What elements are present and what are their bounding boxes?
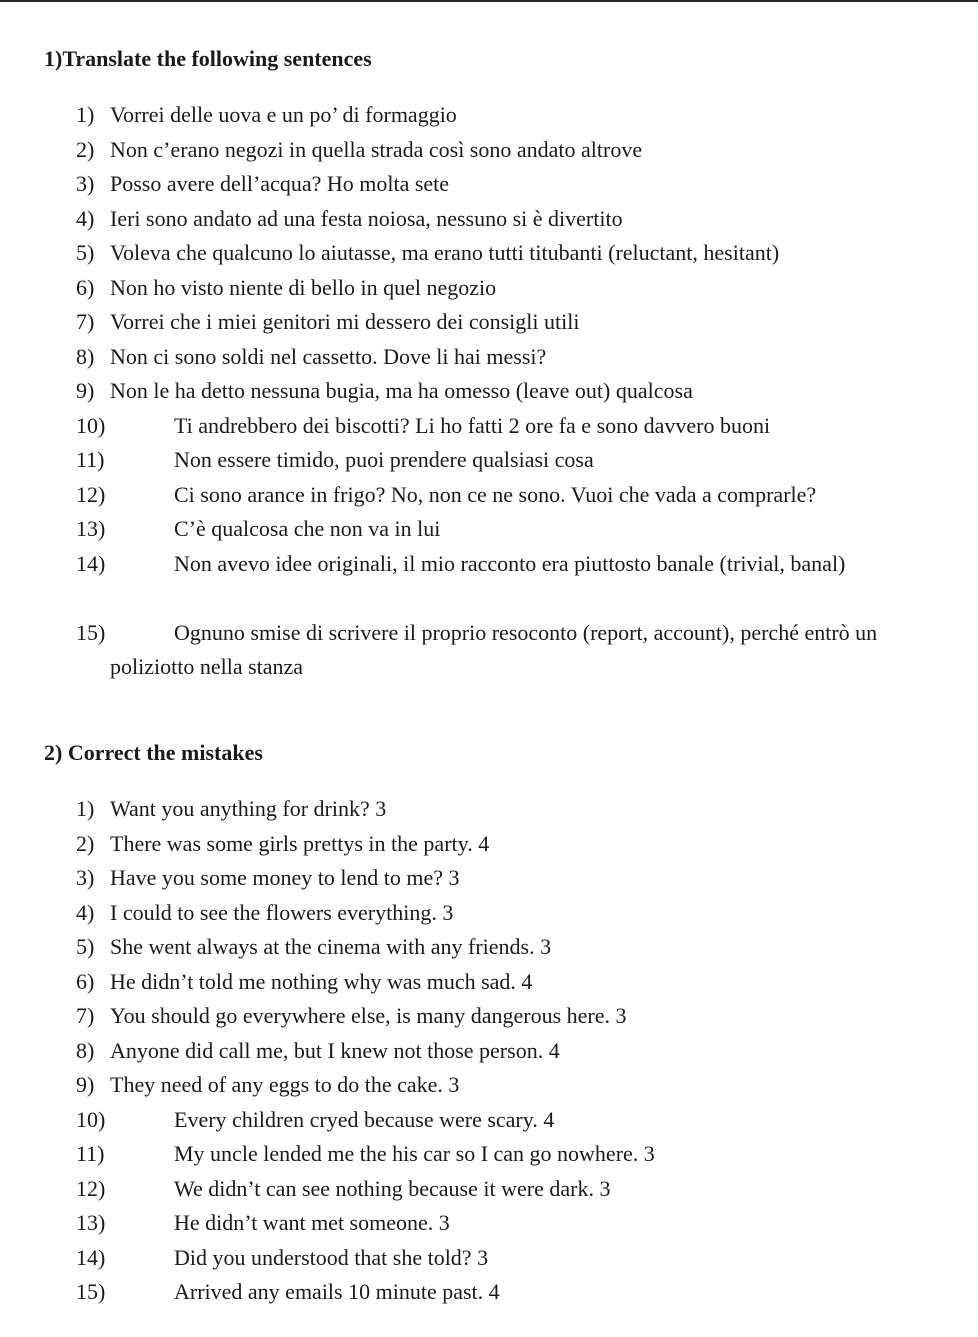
list-item (0, 792, 978, 827)
list-item (0, 374, 978, 409)
item-number: 10) (76, 1106, 106, 1132)
item-number: 3) (76, 171, 95, 196)
item-number: 10) (76, 412, 106, 438)
list-item (0, 616, 978, 685)
item-number: 5) (76, 240, 95, 265)
list-item (0, 896, 978, 931)
item-number: 7) (76, 309, 95, 334)
list-item (0, 202, 978, 237)
item-number: 2) (76, 136, 95, 162)
item-number: 9) (76, 378, 95, 403)
item-number: 1) (76, 102, 95, 127)
item-number: 15) (76, 619, 106, 645)
list-item (0, 133, 978, 168)
item-number: 3) (76, 865, 95, 890)
list-item (0, 965, 978, 1000)
item-text: She went always at the cinema with any friends. 3 (110, 934, 552, 959)
list-item (0, 547, 978, 616)
section-title-correct-mistakes: 2) Correct the mistakes (44, 740, 263, 765)
list-item (0, 478, 978, 513)
item-text: Vorrei delle uova e un po’ di formaggio (110, 102, 457, 127)
item-text: Every children cryed because were scary. 4 (174, 1106, 555, 1132)
list-item (0, 930, 978, 965)
item-number: 5) (76, 934, 95, 959)
list-item (0, 409, 978, 444)
correct-mistakes-list (0, 792, 978, 1310)
item-text: Voleva che qualcuno lo aiutasse, ma erano tutti titubanti (reluctant, hesitant) (110, 240, 780, 265)
item-text: He didn’t told me nothing why was much sad. 4 (110, 968, 533, 994)
item-number: 1) (76, 796, 95, 821)
item-text: There was some girls prettys in the party. 4 (110, 830, 490, 856)
item-number: 13) (76, 516, 106, 541)
list-item (0, 98, 978, 133)
list-item (0, 1034, 978, 1069)
item-text: Arrived any emails 10 minute past. 4 (174, 1279, 500, 1304)
list-item (0, 1172, 978, 1207)
list-item (0, 1275, 978, 1310)
item-text: Non essere timido, puoi prendere qualsiasi cosa (174, 447, 594, 472)
item-text: Vorrei che i miei genitori mi dessero dei consigli utili (110, 309, 580, 334)
item-text: Did you understood that she told? 3 (174, 1244, 489, 1270)
list-item (0, 827, 978, 862)
list-item (0, 1103, 978, 1138)
item-number: 2) (76, 830, 95, 856)
item-text: Non avevo idee originali, il mio racconto era piuttosto banale (trivial, banal) (174, 550, 846, 576)
item-number: 9) (76, 1072, 95, 1097)
item-number: 13) (76, 1210, 106, 1235)
item-text: They need of any eggs to do the cake. 3 (110, 1072, 460, 1097)
translate-sentence-list (0, 98, 978, 685)
item-text: C’è qualcosa che non va in lui (174, 516, 441, 541)
item-text: My uncle lended me the his car so I can go nowhere. 3 (174, 1141, 655, 1166)
item-text: You should go everywhere else, is many dangerous here. 3 (110, 1003, 627, 1028)
list-item (0, 236, 978, 271)
list-item (0, 305, 978, 340)
list-item (0, 999, 978, 1034)
item-text: Non ci sono soldi nel cassetto. Dove li hai messi? (110, 343, 547, 369)
item-number: 14) (76, 550, 106, 576)
item-text: I could to see the flowers everything. 3 (110, 899, 454, 925)
list-item (0, 167, 978, 202)
item-number: 11) (76, 1141, 105, 1166)
list-item (0, 1241, 978, 1276)
item-number: 12) (76, 1175, 106, 1201)
item-text: Ci sono arance in frigo? No, non ce ne sono. Vuoi che vada a comprarle? (174, 481, 817, 507)
item-number: 12) (76, 481, 106, 507)
item-text: We didn’t can see nothing because it were dark. 3 (174, 1175, 611, 1201)
item-number: 4) (76, 205, 95, 231)
item-number: 15) (76, 1279, 106, 1304)
item-text: Want you anything for drink? 3 (110, 796, 387, 821)
item-number: 8) (76, 1037, 95, 1063)
list-item (0, 271, 978, 306)
item-text: Ti andrebbero dei biscotti? Li ho fatti 2 ore fa e sono davvero buoni (174, 412, 771, 438)
item-number: 14) (76, 1244, 106, 1270)
item-text: Ognuno smise di scrivere il proprio resoconto (report, account), perché entrò un poliziotto nella stanza (110, 619, 878, 679)
item-text: Have you some money to lend to me? 3 (110, 865, 460, 890)
list-item (0, 1137, 978, 1172)
list-item (0, 340, 978, 375)
item-number: 4) (76, 899, 95, 925)
item-number: 8) (76, 343, 95, 369)
item-text: Anyone did call me, but I knew not those person. 4 (110, 1037, 560, 1063)
item-text: Posso avere dell’acqua? Ho molta sete (110, 171, 450, 196)
item-text: Non ho visto niente di bello in quel negozio (110, 274, 497, 300)
list-item (0, 861, 978, 896)
item-text: Non c’erano negozi in quella strada così sono andato altrove (110, 136, 643, 162)
item-number: 6) (76, 274, 95, 300)
list-item (0, 512, 978, 547)
item-text: Non le ha detto nessuna bugia, ma ha omesso (leave out) qualcosa (110, 378, 693, 403)
section-title-translate: 1)Translate the following sentences (44, 46, 372, 71)
item-number: 11) (76, 447, 105, 472)
list-item (0, 443, 978, 478)
list-item (0, 1206, 978, 1241)
item-text: Ieri sono andato ad una festa noiosa, nessuno si è divertito (110, 205, 623, 231)
item-text: He didn’t want met someone. 3 (174, 1210, 450, 1235)
item-number: 7) (76, 1003, 95, 1028)
list-item (0, 1068, 978, 1103)
item-number: 6) (76, 968, 95, 994)
top-border-line (0, 0, 978, 2)
